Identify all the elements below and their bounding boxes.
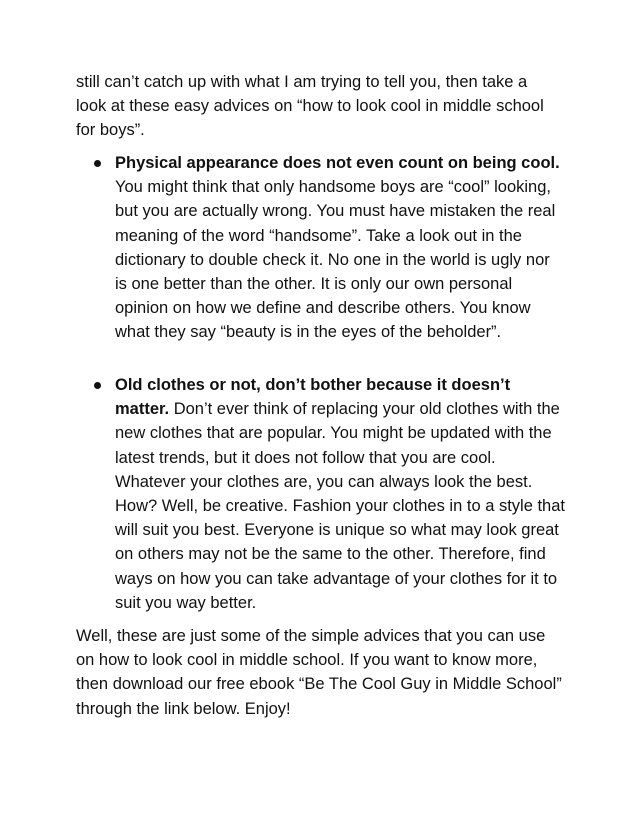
bullet-heading: Old clothes or not, don’t bother because it doesn’t matter. [115,376,511,419]
bullet-heading: Physical appearance does not even count on being cool. [115,154,560,172]
intro-paragraph: still can’t catch up with what I am trying to tell you, then take a look at these easy advices on “how to look cool in middle school for boys”. [76,73,544,140]
bullet-body: You might think that only handsome boys are “cool” looking, but you are actually wrong. You must have mistaken the real meaning of the word “handsome”. Take a look out in the dictionary to double check it. No one in the world is ugly nor is one better than the other. It is only our own personal opinion on how we define and describe others. You know what they say “beauty is in the eyes of the beholder”. [115,178,556,342]
list-item-physical-appearance [115,151,565,345]
list-item-old-clothes [115,373,565,615]
bullet-body: Don’t ever think of replacing your old clothes with the new clothes that are popular. You might be updated with the latest trends, but it does not follow that you are cool. Whatever your clothes are, you can always look the best. How? Well, be creative. Fashion your clothes in to a style that will suit you best. Everyone is unique so what may look great on others may not be the same to the other. Therefore, find ways on how you can take advantage of your clothes for it to suit you way better. [115,400,565,612]
bullet-icon [94,160,101,167]
closing-paragraph: Well, these are just some of the simple advices that you can use on how to look cool in middle school. If you want to know more, then download our free ebook “Be The Cool Guy in Middle School” through the link below. Enjoy! [76,627,562,718]
bullet-icon [94,382,101,389]
